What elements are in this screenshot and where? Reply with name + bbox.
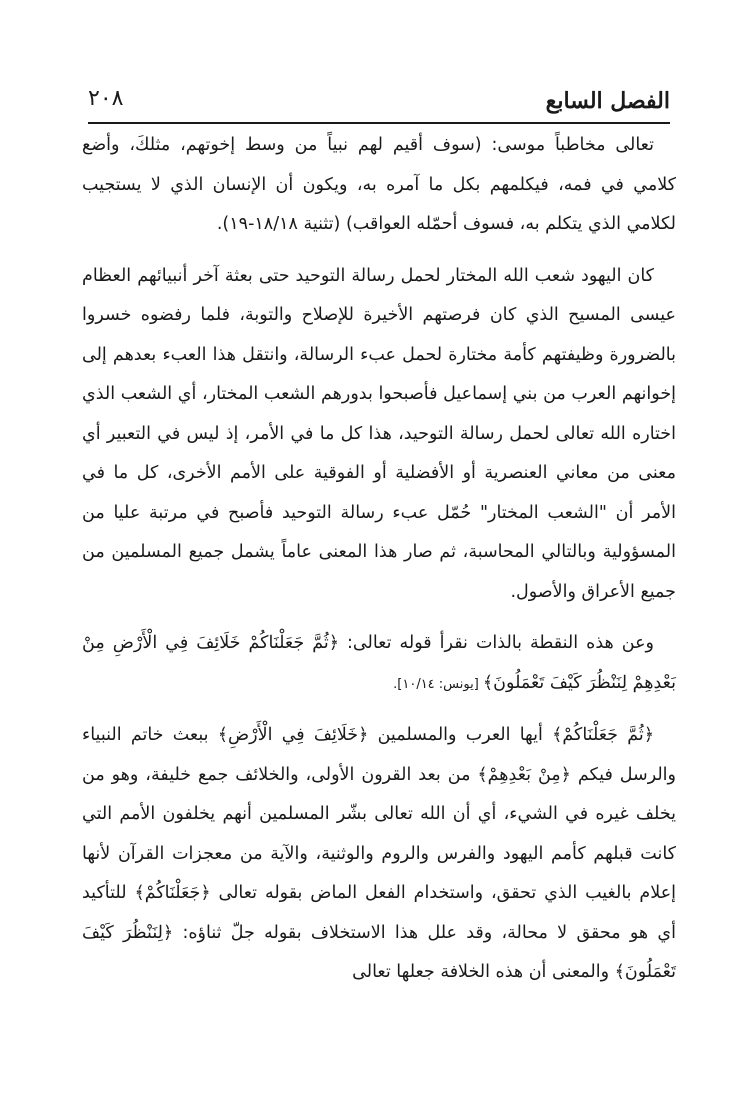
quran-verse-fragment: ﴿ثُمَّ جَعَلْنَاكُمْ﴾	[552, 725, 654, 745]
body-text	[82, 126, 676, 993]
verse-reference: [يونس: ١٠/١٤].	[393, 676, 483, 692]
quran-verse-fragment: ﴿مِنْ بَعْدِهِمْ﴾	[477, 764, 571, 785]
page-number: ٢٠٨	[88, 86, 124, 111]
quran-verse-fragment: ﴿خَلَائِفَ فِي الْأَرْضِ﴾	[217, 725, 369, 745]
chapter-title: الفصل السابع	[545, 88, 670, 114]
paragraph-text: كان اليهود شعب الله المختار لحمل رسالة التوحيد حتى بعثة آخر أنبيائهم العظام عيسى المسيح الذي كان فرصتهم الأخيرة للإصلاح والتوبة، فلما رفضوه خسروا بالضرورة وظيفتهم كأمة مختارة لحمل عبء الرسالة، وانتقل هذا العبء بعدهم إلى إخوانهم العرب من بني إسماعيل فأصبحوا بدورهم الشعب المختار، أي الشعب الذي اختاره الله تعالى لحمل رسالة التوحيد، هذا كل ما في الأمر، إذ ليس في التعبير أي معنى من معاني العنصرية أو الأفضلية أو الفوقية على الأمم الأخرى، كل ما في الأمر أن "الشعب المختار" حُمّل عبء رسالة التوحيد فأصبح في مرتبة عليا من المسؤولية وبالتالي المحاسبة، ثم صار هذا المعنى عاماً يشمل جميع المسلمين من جميع الأعراق والأصول.	[82, 265, 676, 602]
paragraph-text: وعن هذه النقطة بالذات نقرأ قوله تعالى:	[338, 633, 654, 653]
paragraph-quote-deuteronomy	[82, 126, 676, 245]
paragraph-chosen-people	[82, 257, 676, 613]
paragraph-text: من بعد القرون الأولى، والخلائف جمع خليفة، وهو من يخلف غيره في الشيء، أي أن الله تعالى بشّر المسلمين أنهم يخلفون الأمم التي كانت قبلهم كأمم اليهود والفرس والروم والوثنية، والآية من معجزات القرآن لأنها إعلام بالغيب الذي تحقق، واستخدام الفعل الماض بقوله تعالى	[82, 764, 676, 903]
paragraph-text: ببعث خاتم النبياء والرسل فيكم	[82, 725, 676, 785]
page-header	[88, 80, 670, 124]
quran-verse: ﴿ثُمَّ جَعَلْنَاكُمْ خَلَائِفَ فِي الْأَرْضِ مِنْ بَعْدِهِمْ لِنَنْظُرَ كَيْفَ تَعْمَلُونَ﴾	[82, 633, 676, 693]
paragraph-text: للتأكيد أي هو محقق لا محالة، وقد علل هذا الاستخلاف بقوله جلّ ثناؤه:	[82, 883, 676, 943]
paragraph-text: والمعنى أن هذه الخلافة جعلها تعالى	[352, 962, 615, 982]
quran-verse-fragment: ﴿جَعَلْنَاكُمْ﴾	[134, 883, 211, 903]
paragraph-tafsir	[82, 716, 676, 993]
paragraph-text: أيها العرب والمسلمين	[368, 725, 553, 745]
quran-verse-fragment: ﴿لِنَنْظُرَ كَيْفَ تَعْمَلُونَ﴾	[82, 922, 676, 982]
paragraph-verse-intro	[82, 624, 676, 704]
paragraph-text: تعالى مخاطباً موسى: (سوف أقيم لهم نبياً من وسط إخوتهم، مثلكَ، وأضع كلامي في فمه، فيكلمهم بكل ما آمره به، ويكون أن الإنسان الذي لا يستجيب لكلامي الذي يتكلم به، فسوف أحمّله العواقب) (تثنية ١٨/١٨-١٩).	[82, 135, 676, 234]
